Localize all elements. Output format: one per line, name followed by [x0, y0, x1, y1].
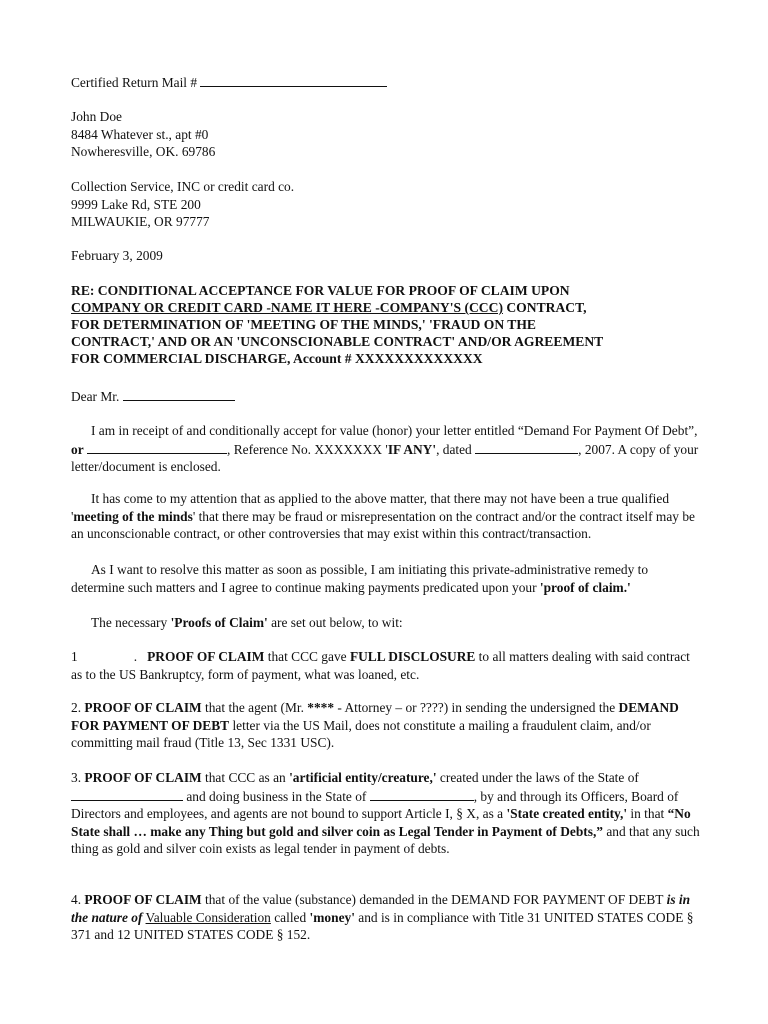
claim-4: 4. PROOF OF CLAIM that of the value (substance) demanded in the DEMAND FOR PAYMENT OF DEBT is in the nature of Valuable Consideration called 'money' and is in compliance with Title 31 UNITED STATES CODE § 371 and 12 UNITED STATES CODE § 152.	[71, 892, 694, 943]
claim-2: 2. PROOF OF CLAIM that the agent (Mr. **** - Attorney – or ????) in sending the undersigned the DEMAND FOR PAYMENT OF DEBT letter via the US Mail, does not constitute a mailing a fraudulent claim, and/or committing mail fraud (Title 13, Sec 1331 USC).	[71, 700, 679, 751]
claim-number: 3.	[71, 770, 85, 785]
claim-3: 3. PROOF OF CLAIM that CCC as an 'artificial entity/creature,' created under the laws of the State of and doing business in the State of , by and through its Officers, Board of Directors and employees, and agents are not bound to support Article I, § X, as a 'State created entity,' in that “No State shall … make any Thing but gold and silver coin as Legal Tender in Payment of Debts,” and that any such thing as gold and silver coin exists as legal tender in payment of debts.	[71, 770, 700, 857]
paragraph-proofs-intro: The necessary 'Proofs of Claim' are set out below, to wit:	[91, 615, 403, 630]
re-heading	[71, 282, 703, 367]
re-line-1: RE: CONDITIONAL ACCEPTANCE FOR VALUE FOR PROOF OF CLAIM UPON	[71, 283, 570, 298]
claim-number: 2.	[71, 700, 85, 715]
salutation: Dear Mr.	[71, 387, 703, 406]
certified-mail-number-blank	[200, 73, 387, 87]
recipient-name: Collection Service, INC or credit card co.	[71, 179, 295, 194]
claim-1: 1 . PROOF OF CLAIM that CCC gave FULL DISCLOSURE to all matters dealing with said contract as to the US Bankruptcy, form of payment, what was loaned, etc.	[71, 649, 690, 682]
re-line-5: FOR COMMERCIAL DISCHARGE, Account # XXXXXXXXXXXXX	[71, 351, 483, 366]
sender-address	[71, 108, 703, 161]
re-line-4: CONTRACT,' AND OR AN 'UNCONSCIONABLE CONTRACT' AND/OR AGREEMENT	[71, 334, 604, 349]
paragraph-attention: It has come to my attention that as applied to the above matter, that there may not have been a true qualified 'meeting of the minds' that there may be fraud or misrepresentation on the contract and/or the contract itself may be an unconscionable contract, or other controversies that may exist within this contract/transaction.	[71, 491, 695, 542]
claim-number: 1	[71, 649, 78, 664]
letter-alt-name-blank	[87, 440, 227, 454]
letter-date-blank	[475, 440, 578, 454]
sender-street: 8484 Whatever st., apt #0	[71, 126, 209, 142]
sender-name: John Doe	[71, 109, 122, 124]
state-of-creation-blank	[71, 787, 183, 801]
claim-number: 4.	[71, 892, 85, 907]
sender-city: Nowheresville, OK. 69786	[71, 144, 216, 160]
recipient-address	[71, 178, 703, 231]
paragraph-remedy: As I want to resolve this matter as soon as possible, I am initiating this private-administrative remedy to determine such matters and I agree to continue making payments predicated upon your 'proof of claim.'	[71, 562, 649, 595]
paragraph-receipt: I am in receipt of and conditionally accept for value (honor) your letter entitled “Demand For Payment Of Debt”, or , Reference No. XXXXXXX 'IF ANY', dated , 2007. A copy of your letter/document is enclosed.	[71, 423, 699, 475]
re-line-2: COMPANY OR CREDIT CARD -NAME IT HERE -COMPANY'S (CCC) CONTRACT,	[71, 300, 587, 315]
certified-mail-label: Certified Return Mail #	[71, 75, 198, 90]
recipient-city: MILWAUKIE, OR 97777	[71, 214, 210, 230]
re-company-name: COMPANY OR CREDIT CARD -NAME IT HERE -COMPANY'S (CCC)	[71, 300, 503, 315]
state-of-business-blank	[370, 787, 474, 801]
certified-mail-line	[71, 73, 703, 92]
recipient-street: 9999 Lake Rd, STE 200	[71, 196, 201, 212]
salutation-name-blank	[123, 387, 235, 401]
re-line-3: FOR DETERMINATION OF 'MEETING OF THE MINDS,' 'FRAUD ON THE	[71, 317, 536, 332]
letter-date: February 3, 2009	[71, 248, 163, 263]
